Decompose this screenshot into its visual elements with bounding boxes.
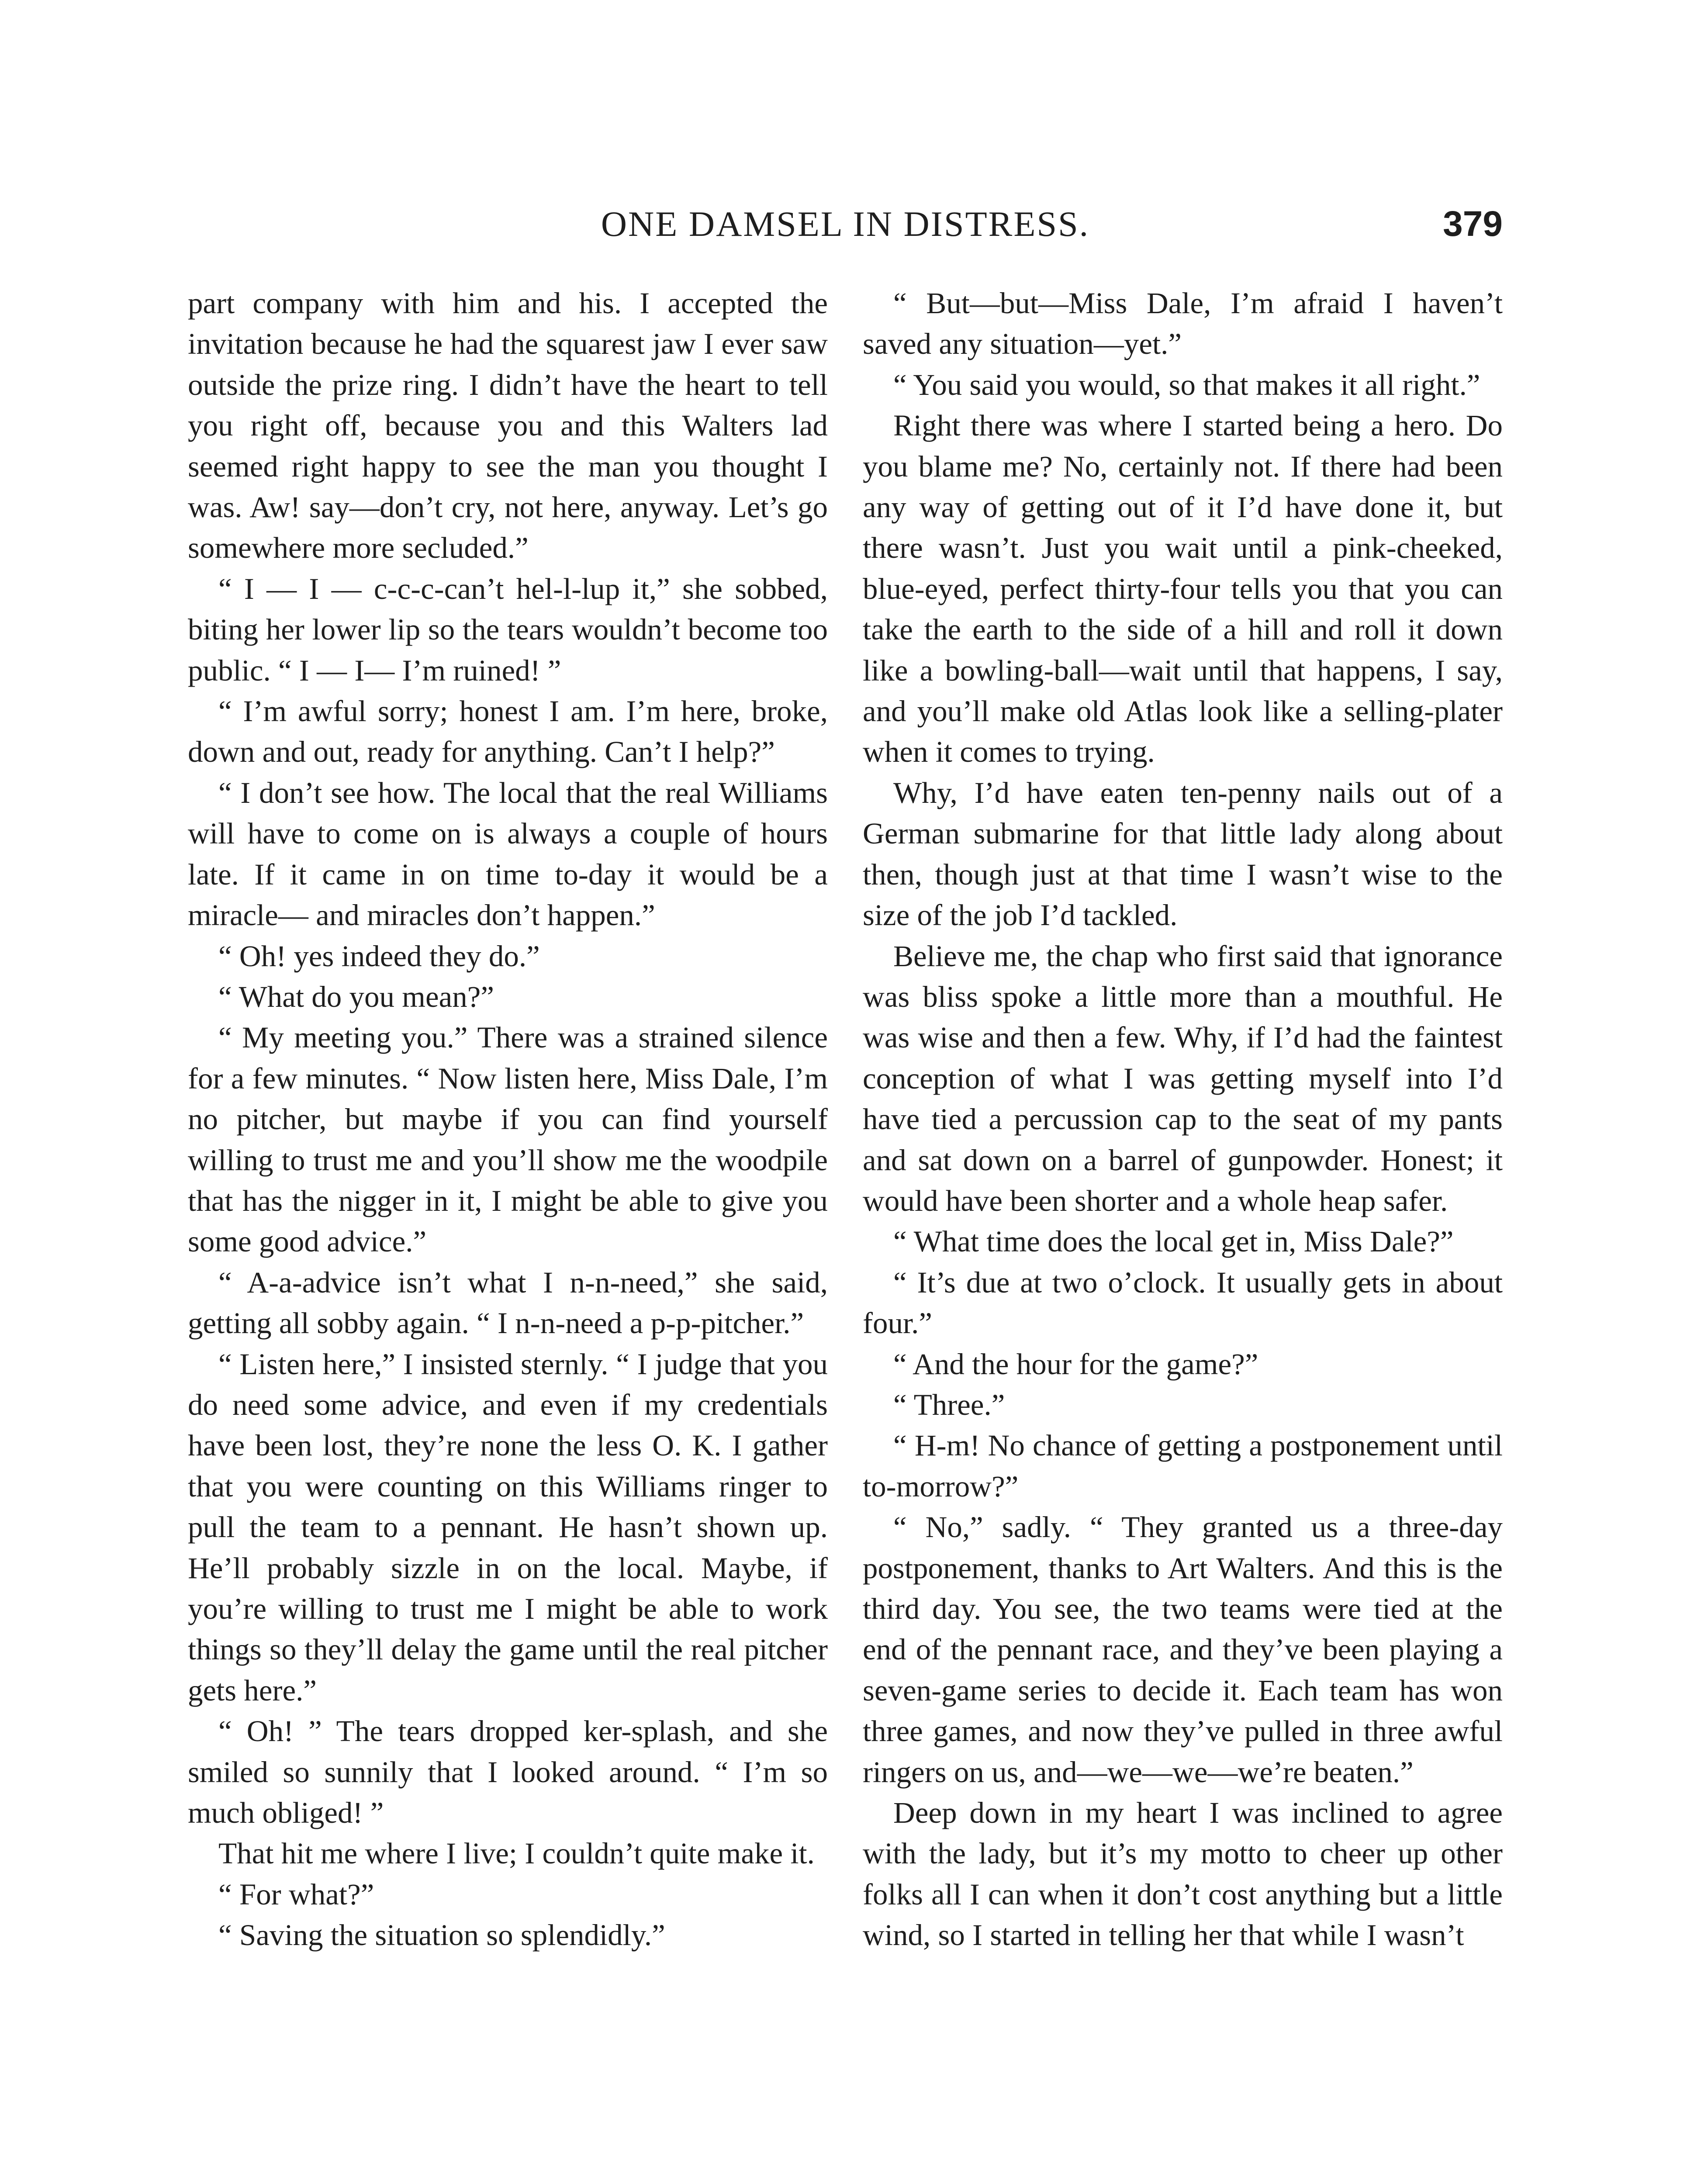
page-title: ONE DAMSEL IN DISTRESS. [601,204,1090,244]
paragraph: “ But—but—Miss Dale, I’m afraid I haven’t saved any situation—yet.” [863,287,1503,361]
left-column [188,283,828,1956]
paragraph: “ You said you would, so that makes it all right.” [893,368,1480,401]
paragraph: Why, I’d have eaten ten-penny nails out of a German submarine for that little lady along about then, though just at that time I wasn’t wise to the size of the job I’d tackled. [863,776,1503,932]
right-column [863,283,1503,1956]
paragraph: “ It’s due at two o’clock. It usually gets in about four.” [863,1265,1503,1340]
paragraph: Right there was where I started being a hero. Do you blame me? No, certainly not. If there had been any way of getting out of it I’d have done it, but there wasn’t. Just you wait until a pink-cheeked, blue-eyed, perfect thirty-four tells you that you can take the earth to the side of a hill and roll it down like a bowling-ball—wait until that happens, I say, and you’ll make old Atlas look like a selling-plater when it comes to trying. [863,409,1503,769]
paragraph: “ H-m! No chance of getting a postponement until to-morrow?” [863,1429,1503,1503]
paragraph: “ I don’t see how. The local that the real Williams will have to come on is always a couple of hours late. If it came in on time to-day it would be a miracle— and miracles don’t happen.” [188,776,828,932]
paragraph: “ What time does the local get in, Miss Dale?” [893,1225,1454,1258]
paragraph: “ Oh! yes indeed they do.” [218,939,540,973]
paragraph: Believe me, the chap who first said that ignorance was bliss spoke a little more than a mouthful. He was wise and then a few. Why, if I’d had the faintest conception of what I was getting myself into I’d have tied a percussion cap to the seat of my pants and sat down on a barrel of gunpowder. Honest; it would have been shorter and a whole heap safer. [863,939,1503,1217]
paragraph: part company with him and his. I accepted the invitation because he had the squarest jaw I ever saw outside the prize ring. I didn’t have the heart to tell you right off, because you and this Walters lad seemed right happy to see the man you thought I was. Aw! say—don’t cry, not here, anyway. Let’s go somewhere more secluded.” [188,287,828,565]
paragraph: “ Oh! ” The tears dropped ker-splash, and she smiled so sunnily that I looked around. “ I’m so much obliged! ” [188,1714,828,1830]
paragraph: “ I’m awful sorry; honest I am. I’m here, broke, down and out, ready for anything. Can’t I help?” [188,695,828,769]
paragraph: “ I — I — c-c-c-can’t hel-l-lup it,” she sobbed, biting her lower lip so the tears wouldn’t become too public. “ I — I— I’m ruined! ” [188,572,828,687]
paragraph: “ And the hour for the game?” [893,1347,1258,1381]
paragraph: “ My meeting you.” There was a strained silence for a few minutes. “ Now listen here, Miss Dale, I’m no pitcher, but maybe if you can find yourself willing to trust me and you’ll show me the woodpile that has the nigger in it, I might be able to give you some good advice.” [188,1021,828,1258]
paragraph: “ No,” sadly. “ They granted us a three-day postponement, thanks to Art Walters. And this is the third day. You see, the two teams were tied at the end of the pennant race, and they’ve been playing a seven-game series to decide it. Each team has won three games, and now they’ve pulled in three awful ringers on us, and—we—we—we’re beaten.” [863,1510,1503,1789]
paragraph: Deep down in my heart I was inclined to agree with the lady, but it’s my motto to cheer up other folks all I can when it don’t cost anything but a little wind, so I started in telling her that while I wasn’t [863,1796,1503,1952]
paragraph: “ A-a-advice isn’t what I n-n-need,” she said, getting all sobby again. “ I n-n-need a p-p-pitcher.” [188,1265,828,1340]
paragraph: “ Three.” [893,1388,1005,1421]
paragraph: “ What do you mean?” [218,980,494,1013]
paragraph: “ Listen here,” I insisted sternly. “ I judge that you do need some advice, and even if my credentials have been lost, they’re none the less O. K. I gather that you were counting on this Williams ringer to pull the team to a pennant. He hasn’t shown up. He’ll probably sizzle in on the local. Maybe, if you’re willing to trust me I might be able to work things so they’ll delay the game until the real pitcher gets here.” [188,1347,828,1707]
page-number: 379 [1443,204,1503,244]
paragraph: “ Saving the situation so splendidly.” [218,1918,665,1952]
running-header [188,200,1503,248]
paragraph: “ For what?” [218,1877,374,1911]
paragraph: That hit me where I live; I couldn’t quite make it. [218,1837,815,1870]
